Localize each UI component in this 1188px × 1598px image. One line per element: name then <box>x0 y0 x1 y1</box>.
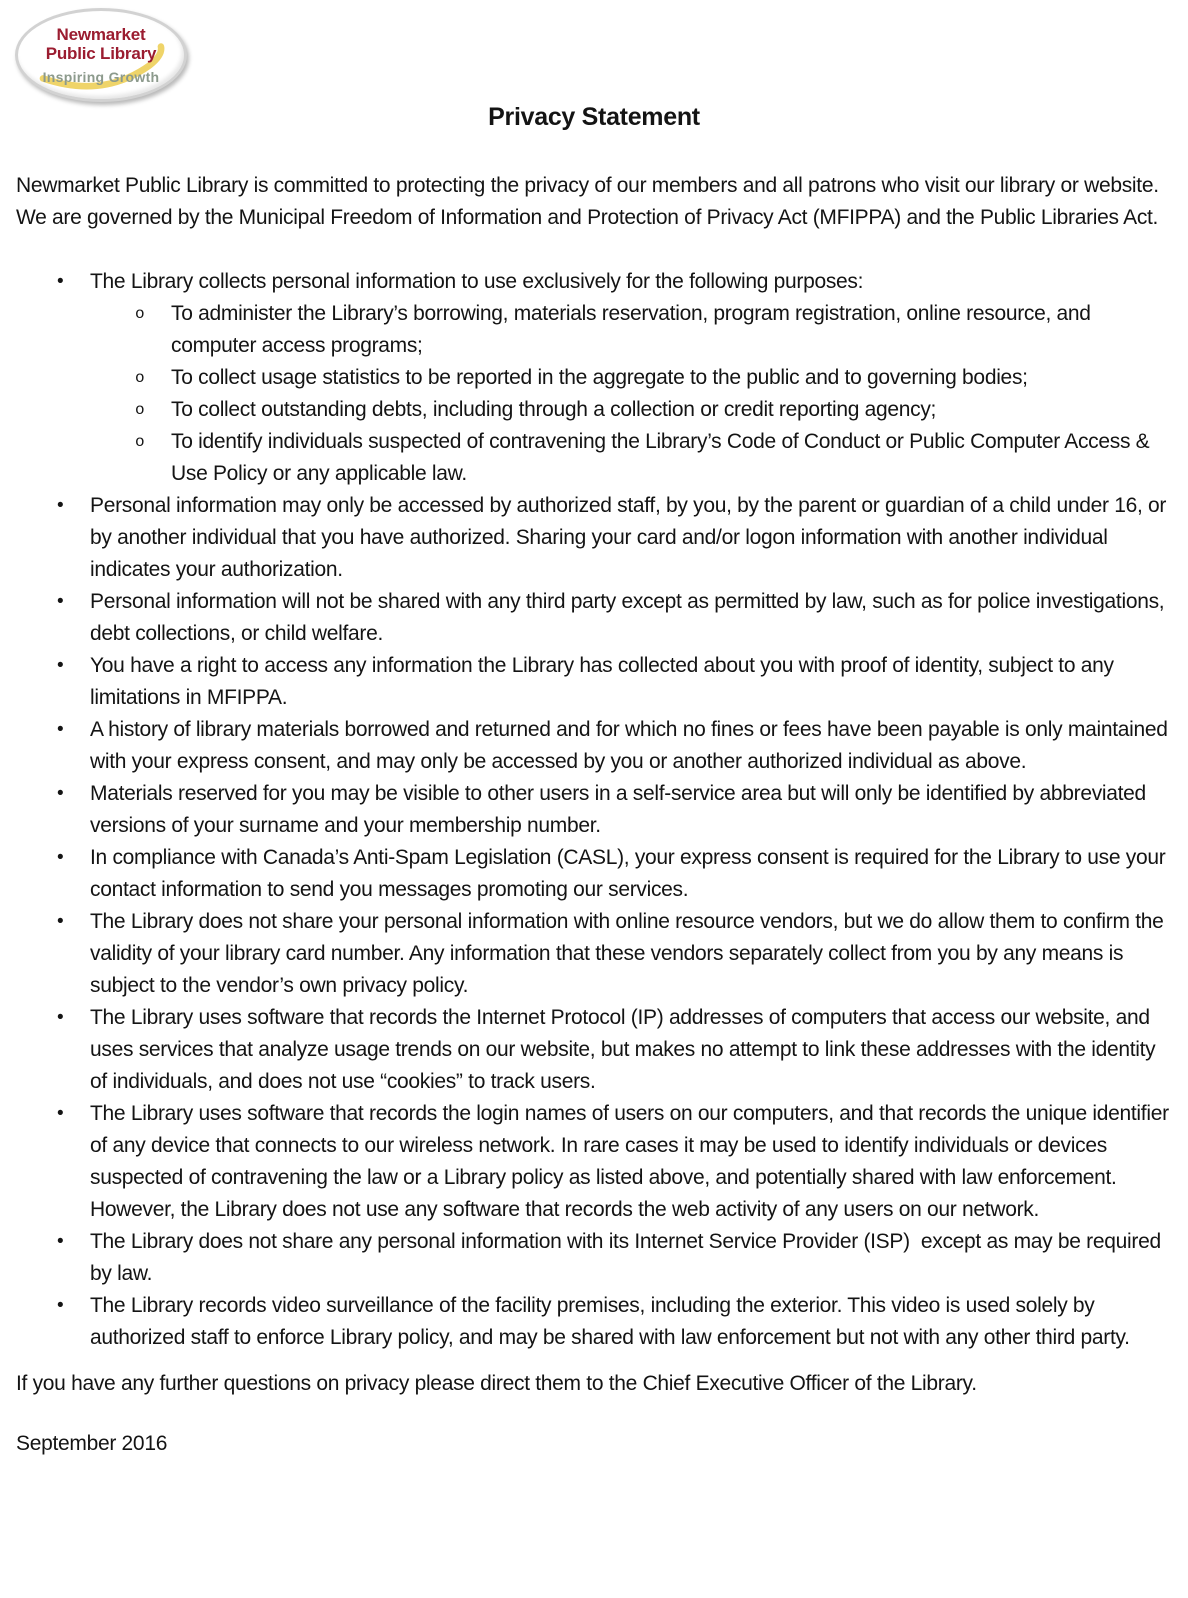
list-item-text: To collect usage statistics to be reported in the aggregate to the public and to governing bodies; <box>171 366 1028 389</box>
closing-paragraph: If you have any further questions on privacy please direct them to the Chief Executive Officer of the Library. <box>16 1372 977 1395</box>
bullet-icon: • <box>57 1231 64 1252</box>
bullet-icon: • <box>57 1295 64 1316</box>
document-date: September 2016 <box>16 1432 168 1455</box>
bullet-icon: • <box>57 591 64 612</box>
circle-bullet-icon: o <box>135 401 145 419</box>
bullet-icon: • <box>57 719 64 740</box>
list-item-text: Personal information will not be shared with any third party except as permitted by law, such as for police investigations, debt collections, or child welfare. <box>90 590 1170 645</box>
bullet-icon: • <box>57 655 64 676</box>
list-item-text: To administer the Library’s borrowing, materials reservation, program registration, online resource, and computer access programs; <box>171 302 1097 357</box>
list-item-text: A history of library materials borrowed and returned and for which no fines or fees have been payable is only maintained with your express consent, and may only be accessed by you or another authorized individual as above. <box>90 718 1174 773</box>
list-item-text: You have a right to access any information the Library has collected about you with proof of identity, subject to any limitations in MFIPPA. <box>90 654 1120 709</box>
list-item-text: The Library collects personal information to use exclusively for the following purposes: <box>90 270 864 293</box>
library-logo <box>15 8 187 102</box>
logo-name-line1: Newmarket <box>56 25 146 44</box>
list-item <box>16 266 1172 298</box>
privacy-bullet-list <box>16 266 1175 1354</box>
list-item-text: Personal information may only be accessed by authorized staff, by you, by the parent or guardian of a child under 16, or by another individual that you have authorized. Sharing your card and/or logon information with another individual indicates your authorization. <box>90 494 1172 581</box>
list-item <box>16 1290 1172 1354</box>
list-item <box>16 1226 1172 1290</box>
bullet-icon: • <box>57 847 64 868</box>
circle-bullet-icon: o <box>135 305 145 323</box>
bullet-icon: • <box>57 783 64 804</box>
list-item-text: The Library uses software that records the login names of users on our computers, and that records the unique identifier of any device that connects to our wireless network. In rare cases it may be used to identify individuals or devices suspected of contravening the law or a Library policy as listed above, and potentially shared with law enforcement. However, the Library does not use any software that records the web activity of any users on our network. <box>90 1102 1175 1221</box>
circle-bullet-icon: o <box>135 433 145 451</box>
logo-name-line2: Public Library <box>45 44 157 63</box>
list-item-sub <box>16 362 1172 394</box>
page-title: Privacy Statement <box>488 103 700 131</box>
list-item <box>16 1098 1175 1226</box>
list-item <box>16 586 1172 650</box>
list-item-sub <box>16 298 1172 362</box>
list-item-sub <box>16 394 1172 426</box>
list-item <box>16 778 1172 842</box>
bullet-icon: • <box>57 495 64 516</box>
list-item <box>16 714 1172 778</box>
logo-name <box>18 25 184 63</box>
bullet-icon: • <box>57 1103 64 1124</box>
list-item-text: The Library records video surveillance of the facility premises, including the exterior. This video is used solely by authorized staff to enforce Library policy, and may be shared with law enforcement but not with any other third party. <box>90 1294 1130 1349</box>
list-item-text: The Library does not share any personal information with its Internet Service Provider (ISP) except as may be required by law. <box>90 1230 1167 1285</box>
logo-tagline: Inspiring Growth <box>42 69 160 85</box>
list-item <box>16 906 1172 1002</box>
list-item <box>16 842 1172 906</box>
list-item <box>16 650 1172 714</box>
list-item-sub <box>16 426 1172 490</box>
list-item-text: To collect outstanding debts, including through a collection or credit reporting agency; <box>171 398 937 421</box>
list-item-text: The Library uses software that records the Internet Protocol (IP) addresses of computers that access our website, and uses services that analyze usage trends on our website, but makes no attempt to link these addresses with the identity of individuals, and does not use “cookies” to track users. <box>90 1006 1161 1093</box>
list-item <box>16 1002 1172 1098</box>
bullet-icon: • <box>57 1007 64 1028</box>
bullet-icon: • <box>57 271 64 292</box>
intro-paragraph: Newmarket Public Library is committed to protecting the privacy of our members and all patrons who visit our library or website. We are governed by the Municipal Freedom of Information and Protection of Privacy Act (MFIPPA) and the Public Libraries Act. <box>16 174 1165 229</box>
list-item <box>16 490 1172 586</box>
list-item-text: The Library does not share your personal information with online resource vendors, but we do allow them to confirm the validity of your library card number. Any information that these vendors separately collect from you by any means is subject to the vendor’s own privacy policy. <box>90 910 1170 997</box>
list-item-text: In compliance with Canada’s Anti-Spam Legislation (CASL), your express consent is required for the Library to use your contact information to send you messages promoting our services. <box>90 846 1171 901</box>
circle-bullet-icon: o <box>135 369 145 387</box>
list-item-text: Materials reserved for you may be visible to other users in a self-service area but will only be identified by abbreviated versions of your surname and your membership number. <box>90 782 1152 837</box>
bullet-icon: • <box>57 911 64 932</box>
list-item-text: To identify individuals suspected of contravening the Library’s Code of Conduct or Public Computer Access & Use Policy or any applicable law. <box>171 430 1155 485</box>
